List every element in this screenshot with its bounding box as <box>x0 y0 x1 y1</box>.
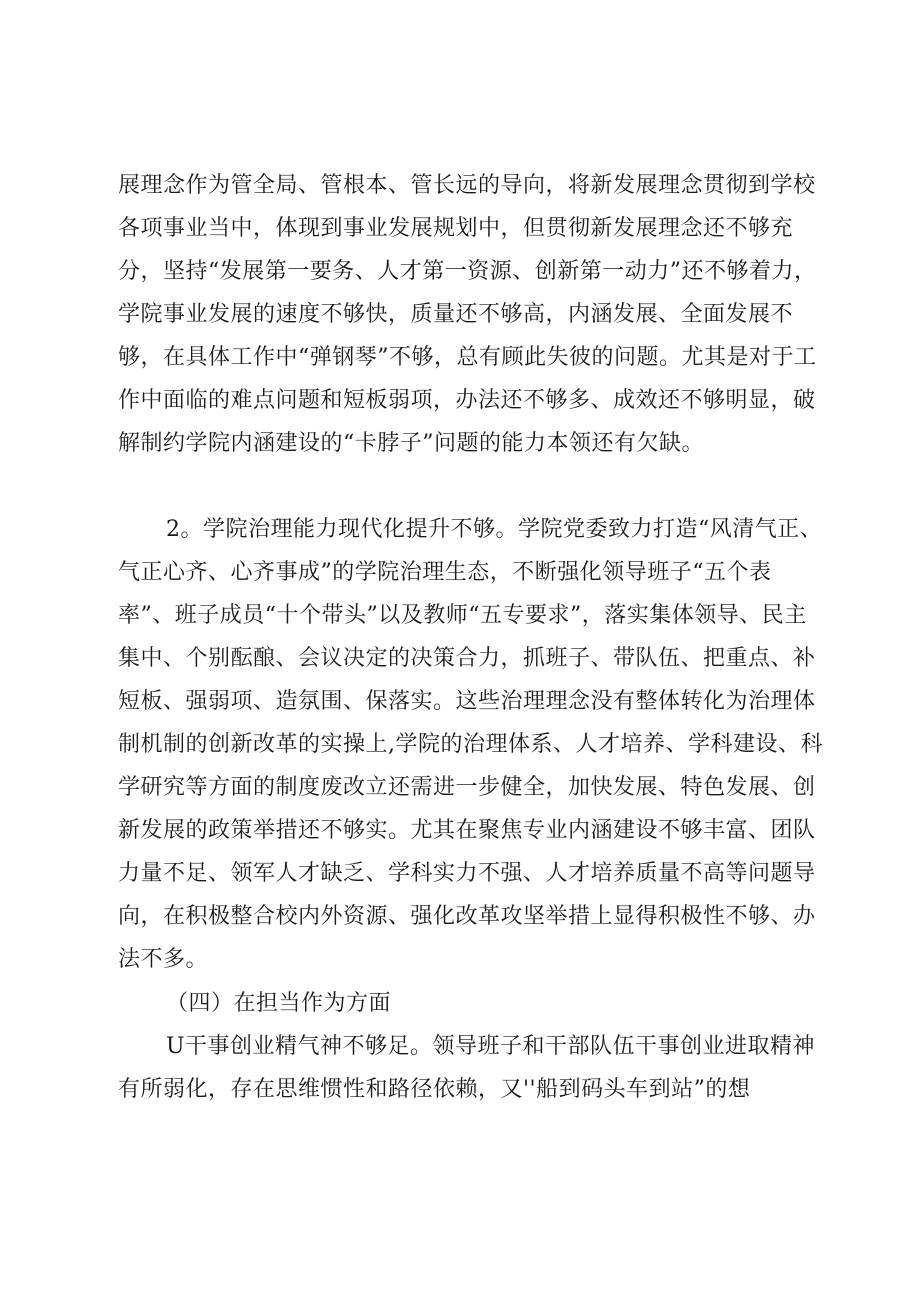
section-heading-responsibility: （四）在担当作为方面 <box>166 991 392 1016</box>
paragraph-entrepreneurial-spirit: U干事创业精气神不够足。领导班子和干部队伍干事创业进取精神有所弱化，存在思维惯性和路径依赖，又''船到码头车到站”的想 <box>118 1034 816 1102</box>
paragraph-governance-capacity: 2。学院治理能力现代化提升不够。学院党委致力打造“风清气正、气正心齐、心齐事成”的学院治理生态，不断强化领导班子“五个表率”、班子成员“十个带头”以及教师“五专要求”，落实集体领导、民主集中、个别酝酿、会议决定的决策合力，抓班子、带队伍、把重点、补短板、强弱项、造氛围、保落实。这些治理理念没有整体转化为治理体制机制的创新改革的实操上,学院的治理体系、人才培养、学科建设、科学研究等方面的制度废改立还需进一步健全，加快发展、特色发展、创新发展的政策举措还不够实。尤其在聚焦专业内涵建设不够丰富、团队力量不足、领军人才缺乏、学科实力不强、人才培养质量不高等问题导向，在积极整合校内外资源、强化改革攻坚举措上显得积极性不够、办法不多。 <box>118 517 823 972</box>
paragraph-development-concept: 展理念作为管全局、管根本、管长远的导向，将新发展理念贯彻到学校各项事业当中，体现到事业发展规划中，但贯彻新发展理念还不够充分，坚持“发展第一要务、人才第一资源、创新第一动力”还不够着力，学院事业发展的速度不够快，质量还不够高，内涵发展、全面发展不够，在具体工作中“弹钢琴”不够，总有顾此失彼的问题。尤其是对于工作中面临的难点问题和短板弱项，办法还不够多、成效还不够明显，破解制约学院内涵建设的“卡脖子”问题的能力本领还有欠缺。 <box>118 173 817 456</box>
